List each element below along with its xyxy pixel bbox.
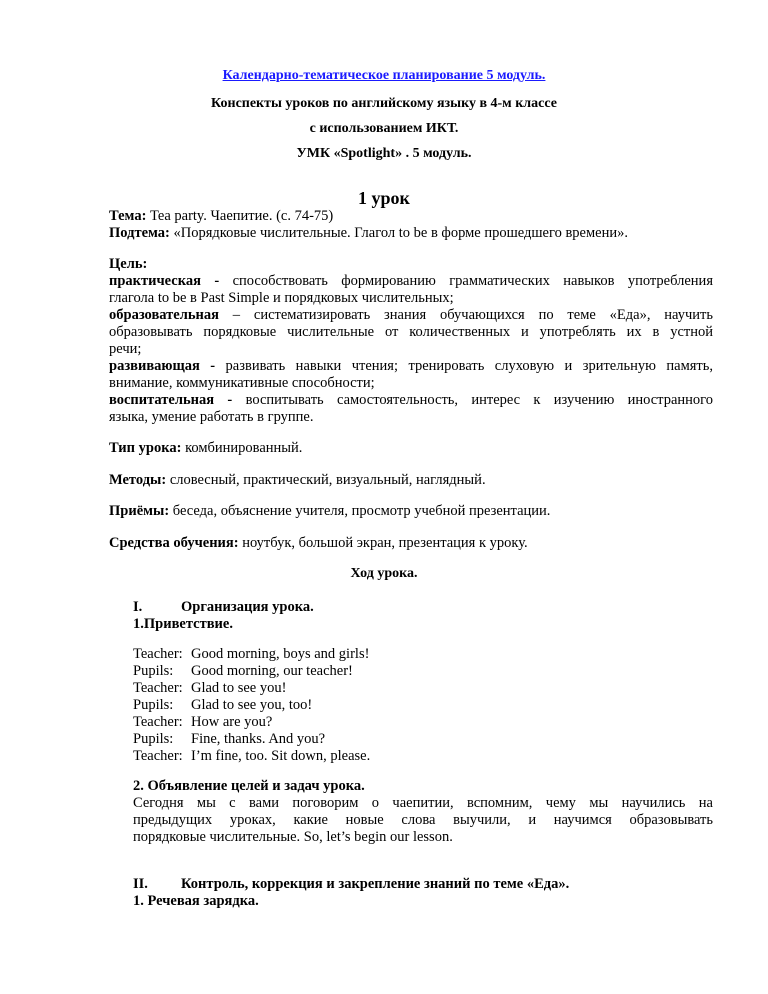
topic-line: Тема: Tea party. Чаепитие. (с. 74-75) bbox=[109, 208, 334, 224]
dialogue-line bbox=[133, 646, 369, 663]
subtopic-line: Подтема: «Порядковые числительные. Глагол to be в форме прошедшего времени». bbox=[109, 225, 628, 241]
dialogue-text: Good morning, boys and girls! bbox=[191, 646, 370, 662]
section2-heading: II. Контроль, коррекция и закрепление знаний по теме «Еда». bbox=[133, 876, 570, 892]
goal-practical-line2: глагола to be в Past Simple и порядковых числительных; bbox=[109, 290, 454, 306]
dialogue-text: Glad to see you, too! bbox=[191, 697, 313, 713]
goal-educational-line3: речи; bbox=[109, 341, 142, 357]
dialogue-speaker: Pupils: bbox=[133, 663, 174, 679]
goal-developing-line1: развивающая - развивать навыки чтения; тренировать слуховую и зрительную память, bbox=[109, 358, 713, 374]
title-link[interactable]: Календарно-тематическое планирование 5 модуль. bbox=[222, 68, 546, 83]
dialogue-speaker: Teacher: bbox=[133, 748, 183, 764]
dialogue-line bbox=[133, 731, 325, 748]
dialogue-text: Fine, thanks. And you? bbox=[191, 731, 326, 747]
goal-practical-line1: практическая - способствовать формированию грамматических навыков употребления bbox=[109, 273, 713, 289]
sub2-line2: предыдущих уроках, какие новые слова выучили, и научимся образовывать bbox=[133, 812, 713, 828]
goal-educational-line2: образовывать порядковые числительные от количественных и употреблять их в устной bbox=[109, 324, 713, 340]
dialogue-speaker: Teacher: bbox=[133, 714, 183, 730]
dialogue-text: I’m fine, too. Sit down, please. bbox=[191, 748, 371, 764]
section2-sub1: 1. Речевая зарядка. bbox=[133, 893, 259, 909]
dialogue-line bbox=[133, 680, 286, 697]
techniques-line: Приёмы: беседа, объяснение учителя, просмотр учебной презентации. bbox=[109, 503, 551, 519]
dialogue-text: How are you? bbox=[191, 714, 273, 730]
dialogue-speaker: Teacher: bbox=[133, 646, 183, 662]
dialogue-text: Good morning, our teacher! bbox=[191, 663, 353, 679]
section1-heading: I. Организация урока. bbox=[133, 599, 314, 615]
goal-developing-line2: внимание, коммуникативные способности; bbox=[109, 375, 375, 391]
sub2-title: 2. Объявление целей и задач урока. bbox=[133, 778, 365, 794]
header-line-3: с использованием ИКТ. bbox=[309, 121, 459, 136]
section1-sub1: 1.Приветствие. bbox=[133, 616, 233, 632]
methods-line: Методы: словесный, практический, визуальный, наглядный. bbox=[109, 472, 486, 488]
dialogue-line bbox=[133, 663, 353, 680]
lesson-type-line: Тип урока: комбинированный. bbox=[109, 440, 303, 456]
goal-upbringing-line2: языка, умение работать в группе. bbox=[109, 409, 314, 425]
header-line-4: УМК «Spotlight» . 5 модуль. bbox=[296, 146, 472, 161]
goal-upbringing-line1: воспитательная - воспитывать самостоятельность, интерес к изучению иностранного bbox=[109, 392, 713, 408]
header-line-2: Конспекты уроков по английскому языку в 4-м классе bbox=[211, 96, 557, 111]
dialogue-speaker: Teacher: bbox=[133, 680, 183, 696]
dialogue-text: Glad to see you! bbox=[191, 680, 287, 696]
sub2-line3: порядковые числительные. So, let’s begin our lesson. bbox=[133, 829, 453, 845]
course-heading: Ход урока. bbox=[350, 566, 418, 581]
sub2-line1: Сегодня мы с вами поговорим о чаепитии, вспомним, чему мы научились на bbox=[133, 795, 713, 811]
dialogue-speaker: Pupils: bbox=[133, 731, 174, 747]
dialogue-speaker: Pupils: bbox=[133, 697, 174, 713]
goal-heading: Цель: bbox=[109, 256, 148, 272]
dialogue-line bbox=[133, 714, 272, 731]
goal-educational-line1: образовательная – систематизировать знания обучающихся по теме «Еда», научить bbox=[109, 307, 713, 323]
dialogue-line bbox=[133, 697, 312, 714]
dialogue-line bbox=[133, 748, 370, 765]
lesson-title: 1 урок bbox=[358, 188, 410, 208]
means-line: Средства обучения: ноутбук, большой экран, презентация к уроку. bbox=[109, 535, 528, 551]
